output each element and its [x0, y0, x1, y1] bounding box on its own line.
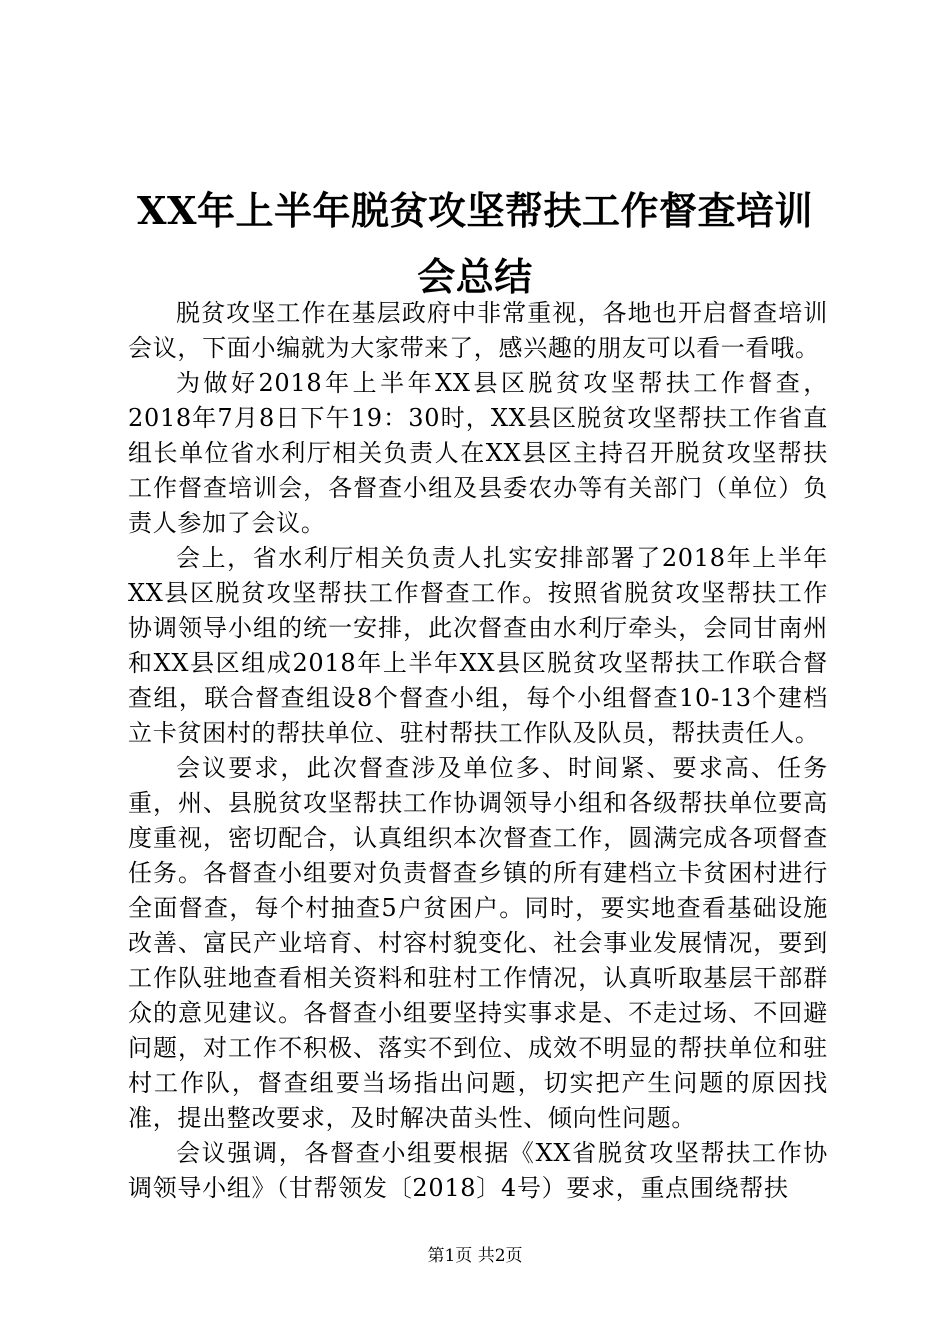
paragraph-requirements: 会议要求，此次督查涉及单位多、时间紧、要求高、任务重，州、县脱贫攻坚帮扶工作协调领导小组和各级帮扶单位要高度重视，密切配合，认真组织本次督查工作，圆满完成各项督查任务。各督查小组要对负责督查乡镇的所有建档立卡贫困村进行全面督查，每个村抽查5户贫困户。同时，要实地查看基础设施改善、富民产业培育、村容村貌变化、社会事业发展情况，要到工作队驻地查看相关资料和驻村工作情况，认真听取基层干部群众的意见建议。各督查小组要坚持实事求是、不走过场、不回避问题，对工作不积极、落实不到位、成效不明显的帮扶单位和驻村工作队，督查组要当场指出问题，切实把产生问题的原因找准，提出整改要求，及时解决苗头性、倾向性问题。 — [128, 754, 828, 1132]
paragraph-arrangement: 会上，省水利厅相关负责人扎实安排部署了2018年上半年XX县区脱贫攻坚帮扶工作督查工作。按照省脱贫攻坚帮扶工作协调领导小组的统一安排，此次督查由水利厅牵头，会同甘南州和XX县区组成2018年上半年XX县区脱贫攻坚帮扶工作联合督查组，联合督查组设8个督查小组，每个小组督查10-13个建档立卡贫困村的帮扶单位、驻村帮扶工作队及队员，帮扶责任人。 — [128, 544, 828, 747]
paragraph-intro: 脱贫攻坚工作在基层政府中非常重视，各地也开启督查培训会议，下面小编就为大家带来了，感兴趣的朋友可以看一看哦。 — [128, 299, 828, 362]
page-footer: 第1页 共2页 — [427, 1246, 523, 1266]
document-body — [128, 296, 828, 1206]
paragraph-emphasis: 会议强调，各督查小组要根据《XX省脱贫攻坚帮扶工作协调领导小组》（甘帮领发〔2018〕4号）要求，重点围绕帮扶 — [128, 1139, 828, 1202]
paragraph-meeting-held: 为做好2018年上半年XX县区脱贫攻坚帮扶工作督查，2018年7月8日下午19：30时，XX县区脱贫攻坚帮扶工作省直组长单位省水利厅相关负责人在XX县区主持召开脱贫攻坚帮扶工作督查培训会，各督查小组及县委农办等有关部门（单位）负责人参加了会议。 — [128, 369, 828, 537]
document-title: XX年上半年脱贫攻坚帮扶工作督查培训会总结 — [137, 188, 813, 299]
